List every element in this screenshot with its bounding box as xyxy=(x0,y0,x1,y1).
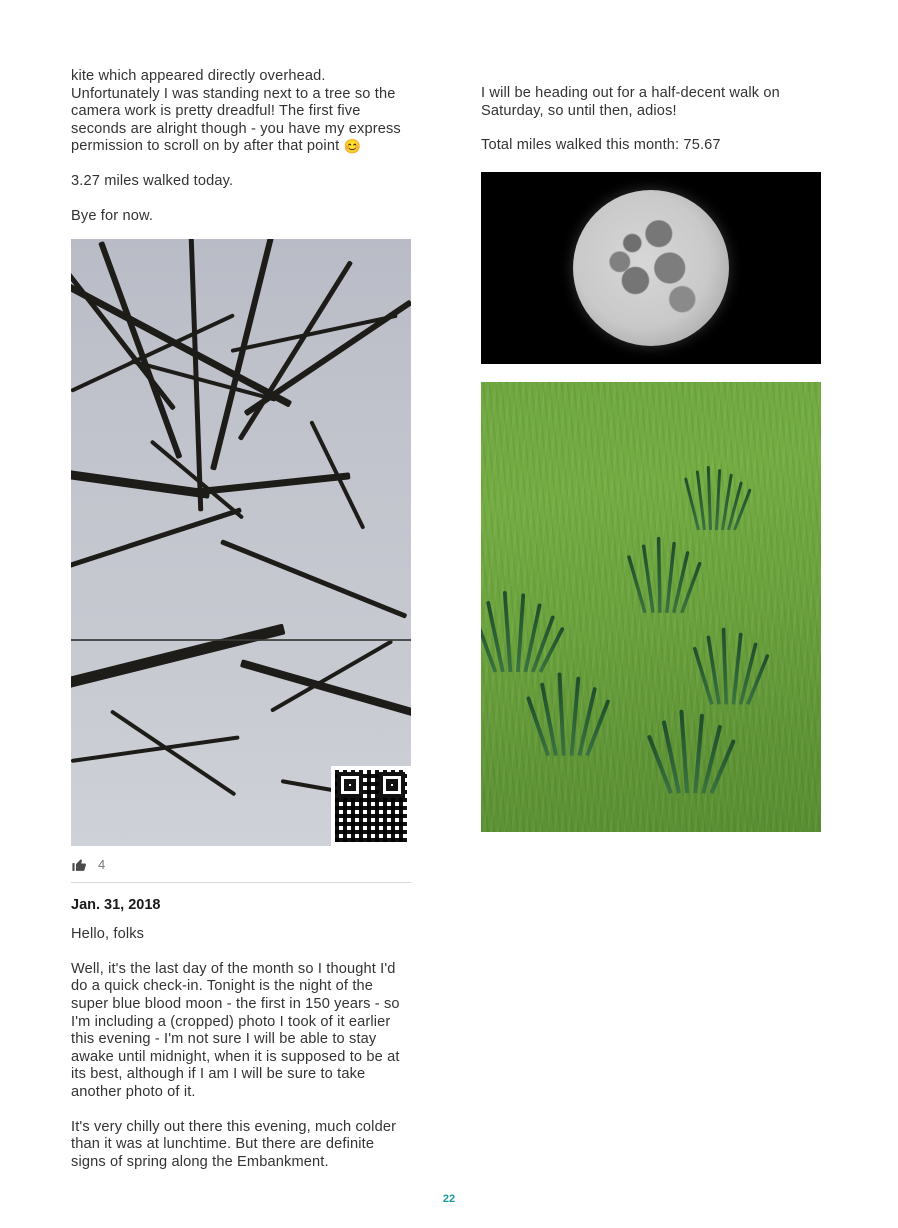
moon-disc xyxy=(573,190,729,346)
left-column xyxy=(71,68,412,1188)
daffodil-clump xyxy=(641,539,703,613)
smiling-face-emoji: 😊 xyxy=(343,138,362,155)
paragraph-miles-today: 3.27 miles walked today. xyxy=(71,172,234,189)
page-number: 22 xyxy=(442,1193,456,1205)
branch xyxy=(220,539,407,619)
daffodil-clump xyxy=(708,627,773,704)
branch xyxy=(71,507,242,574)
paragraph-kite-text: kite which appeared directly overhead. Unfortunately I was standing next to a tree so the camera work is pretty dreadful! The first five seconds are alright though - you have my express permission to scroll on by after that point xyxy=(71,68,401,155)
photo-gap xyxy=(481,364,822,382)
paragraph-bye: Bye for now. xyxy=(71,207,154,224)
entry-date: Jan. 31, 2018 xyxy=(71,897,161,914)
overhead-wire xyxy=(71,639,411,641)
right-column xyxy=(481,85,822,832)
daffodil-clump xyxy=(695,466,749,530)
photo-full-moon xyxy=(481,172,821,364)
paragraph-blood-moon: Well, it's the last day of the month so I thought I'd do a quick check-in. Tonight is the night of the super blue blood moon - the first in 150 years - so I'm including a (cropped) photo I took of it earlier this evening - I'm not sure I will be able to stay awake until midnight, when it is supposed to be at its best, although if I am I will be sure to take another photo of it. xyxy=(71,960,400,1100)
daffodil-clump xyxy=(668,707,741,793)
photo-spring-shoots xyxy=(481,382,821,832)
branch xyxy=(98,241,182,459)
paragraph-kite xyxy=(71,68,412,156)
paragraph-greeting: Hello, folks xyxy=(71,926,145,943)
qr-code xyxy=(331,766,411,846)
branch xyxy=(71,624,285,690)
like-bar xyxy=(71,856,411,883)
thumbs-up-icon[interactable] xyxy=(71,856,88,873)
paragraph-total-miles: Total miles walked this month: 75.67 xyxy=(481,137,721,154)
branch xyxy=(240,659,411,722)
daffodil-clump xyxy=(545,672,615,755)
like-count: 4 xyxy=(98,857,106,873)
paragraph-chilly: It's very chilly out there this evening, much colder than it was at lunchtime. But there are definite signs of spring along the Embankment. xyxy=(71,1118,397,1170)
daffodil-clump xyxy=(492,592,560,672)
qr-code-pattern xyxy=(335,770,407,842)
photo-winter-tree xyxy=(71,239,411,846)
paragraph-saturday-walk: I will be heading out for a half-decent walk on Saturday, so until then, adios! xyxy=(481,85,780,119)
